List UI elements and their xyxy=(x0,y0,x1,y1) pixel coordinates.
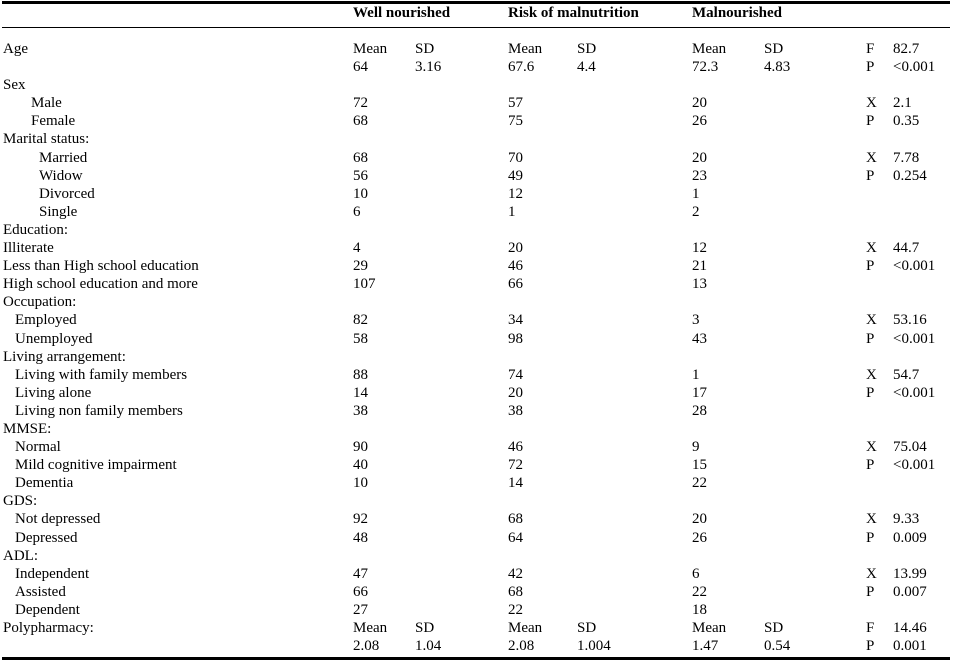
cell-c2: 34 xyxy=(508,312,523,329)
cell-s1: P xyxy=(866,457,875,474)
cell-c2: 75 xyxy=(508,113,523,130)
cell-c1: 6 xyxy=(353,203,361,220)
cell-c2: 67.6 xyxy=(508,59,535,76)
table-row xyxy=(0,619,954,637)
cell-c1: Mean xyxy=(353,41,388,57)
cell-s1: F xyxy=(866,41,875,57)
cell-c1: 48 xyxy=(353,529,368,546)
cell-s2: 0.007 xyxy=(893,583,927,600)
table-row xyxy=(0,239,954,257)
table-row xyxy=(0,420,954,438)
row-label: Male xyxy=(31,95,62,112)
row-label: ADL: xyxy=(3,547,38,564)
cell-c1: 40 xyxy=(353,457,368,474)
cell-s2: 53.16 xyxy=(893,312,927,329)
row-label: Dependent xyxy=(15,601,80,618)
cell-s1: P xyxy=(866,638,875,655)
cell-c1: 68 xyxy=(353,113,368,130)
header-risk-of-malnutrition: Risk of malnutrition xyxy=(508,5,639,21)
cell-c2: 70 xyxy=(508,149,523,166)
table-row xyxy=(0,149,954,167)
cell-c3: 1 xyxy=(692,185,700,202)
cell-c1: 66 xyxy=(353,583,368,600)
row-label: Married xyxy=(39,149,88,166)
cell-c2: 2.08 xyxy=(508,638,535,655)
cell-c3: 6 xyxy=(692,565,700,582)
cell-c1: 4 xyxy=(353,240,361,257)
table-row xyxy=(0,94,954,112)
table-row xyxy=(0,257,954,275)
table-row xyxy=(0,40,954,58)
cell-c1: 88 xyxy=(353,366,368,383)
row-label: Living non family members xyxy=(15,402,183,419)
table-bottom-rule xyxy=(2,657,950,660)
table-row xyxy=(0,547,954,565)
cell-c2: 68 xyxy=(508,511,523,528)
table-row xyxy=(0,76,954,94)
cell-s2: <0.001 xyxy=(893,457,936,474)
cell-c2: 38 xyxy=(508,402,523,419)
row-label: Single xyxy=(39,203,78,220)
cell-s2: 44.7 xyxy=(893,240,920,257)
cell-c2: 46 xyxy=(508,258,523,275)
cell-c3: 20 xyxy=(692,511,707,528)
cell-c2: 14 xyxy=(508,475,523,492)
cell-c3: 20 xyxy=(692,95,707,112)
table-row xyxy=(0,185,954,203)
cell-c1: 64 xyxy=(353,59,368,76)
cell-c3: 12 xyxy=(692,240,707,257)
cell-c2: 1 xyxy=(508,203,516,220)
row-label: Employed xyxy=(15,312,77,329)
cell-c3: 1 xyxy=(692,366,700,383)
header-malnourished: Malnourished xyxy=(692,5,783,21)
cell-c2: 12 xyxy=(508,185,523,202)
cell-c2: 72 xyxy=(508,457,523,474)
cell-c3: 23 xyxy=(692,167,707,184)
row-label: Marital status: xyxy=(3,131,90,148)
cell-c2: Mean xyxy=(508,620,543,636)
table-row xyxy=(0,112,954,130)
table-row xyxy=(0,167,954,185)
row-label: Mild cognitive impairment xyxy=(15,457,177,474)
cell-c2b: SD xyxy=(577,41,597,57)
row-label: Unemployed xyxy=(15,330,93,347)
row-label: MMSE: xyxy=(3,420,52,437)
cell-s1: X xyxy=(866,366,877,383)
cell-c3: 3 xyxy=(692,312,700,329)
table-row xyxy=(0,637,954,655)
table-row xyxy=(0,311,954,329)
cell-c2: 46 xyxy=(508,439,523,456)
row-label: Independent xyxy=(15,565,90,582)
cell-s2: 7.78 xyxy=(893,149,920,166)
cell-c1b: SD xyxy=(415,620,435,636)
table-row xyxy=(0,366,954,384)
cell-c1b: 1.04 xyxy=(415,638,442,655)
cell-s2: 9.33 xyxy=(893,511,920,528)
cell-c3: 26 xyxy=(692,529,707,546)
cell-c3b: 4.83 xyxy=(764,59,791,76)
cell-c3: 17 xyxy=(692,384,707,401)
cell-s2: 0.009 xyxy=(893,529,927,546)
row-label: Female xyxy=(31,113,76,130)
cell-c2: 64 xyxy=(508,529,523,546)
cell-s2: 0.001 xyxy=(893,638,927,655)
cell-c3: 13 xyxy=(692,276,707,293)
cell-s1: X xyxy=(866,439,877,456)
table-row xyxy=(0,456,954,474)
cell-s1: P xyxy=(866,384,875,401)
table-row xyxy=(0,601,954,619)
table-row xyxy=(0,529,954,547)
cell-s2: <0.001 xyxy=(893,384,936,401)
cell-c2: 74 xyxy=(508,366,523,383)
cell-s2: 14.46 xyxy=(893,620,927,636)
table-row xyxy=(0,221,954,239)
cell-c1: 107 xyxy=(353,276,376,293)
table-row xyxy=(0,348,954,366)
cell-c1: 90 xyxy=(353,439,368,456)
cell-c3: 28 xyxy=(692,402,707,419)
cell-s1: P xyxy=(866,258,875,275)
cell-c1: 68 xyxy=(353,149,368,166)
table-row xyxy=(0,203,954,221)
cell-c2: 42 xyxy=(508,565,523,582)
table-row xyxy=(0,384,954,402)
cell-c3b: SD xyxy=(764,41,784,57)
cell-c3: 20 xyxy=(692,149,707,166)
cell-c3: 22 xyxy=(692,583,707,600)
cell-c3: 43 xyxy=(692,330,707,347)
table-row xyxy=(0,474,954,492)
cell-c3: 1.47 xyxy=(692,638,719,655)
row-label: Living alone xyxy=(15,384,92,401)
cell-c2: 66 xyxy=(508,276,523,293)
row-label: Polypharmacy: xyxy=(3,620,94,636)
cell-c3: 9 xyxy=(692,439,700,456)
cell-s1: X xyxy=(866,312,877,329)
table-body xyxy=(0,40,954,655)
cell-c3b: SD xyxy=(764,620,784,636)
cell-c3: 21 xyxy=(692,258,707,275)
cell-c1: 14 xyxy=(353,384,368,401)
cell-c2b: 1.004 xyxy=(577,638,611,655)
cell-c1: 47 xyxy=(353,565,368,582)
cell-c2: 20 xyxy=(508,240,523,257)
table-row xyxy=(0,565,954,583)
row-label: Age xyxy=(3,41,28,57)
row-label: Occupation: xyxy=(3,294,77,311)
table-row xyxy=(0,58,954,76)
cell-c1: 10 xyxy=(353,185,368,202)
cell-c2b: 4.4 xyxy=(577,59,596,76)
cell-s1: P xyxy=(866,59,875,76)
row-label: High school education and more xyxy=(3,276,198,293)
table-row xyxy=(0,330,954,348)
row-label: Divorced xyxy=(39,185,95,202)
cell-c2: 57 xyxy=(508,95,523,112)
row-label: Living arrangement: xyxy=(3,348,126,365)
cell-s1: F xyxy=(866,620,875,636)
cell-s2: <0.001 xyxy=(893,330,936,347)
cell-s2: <0.001 xyxy=(893,258,936,275)
cell-c3b: 0.54 xyxy=(764,638,791,655)
cell-c1: 82 xyxy=(353,312,368,329)
cell-c1: 2.08 xyxy=(353,638,380,655)
cell-s2: 82.7 xyxy=(893,41,920,57)
cell-s1: X xyxy=(866,240,877,257)
table-row xyxy=(0,510,954,528)
cell-c3: Mean xyxy=(692,41,727,57)
cell-c1: 29 xyxy=(353,258,368,275)
cell-s1: X xyxy=(866,95,877,112)
cell-s2: 0.35 xyxy=(893,113,920,130)
cell-s2: 13.99 xyxy=(893,565,927,582)
table-row xyxy=(0,293,954,311)
table-row xyxy=(0,492,954,510)
cell-s1: X xyxy=(866,565,877,582)
cell-c1: 72 xyxy=(353,95,368,112)
cell-c3: 18 xyxy=(692,601,707,618)
cell-c3: 72.3 xyxy=(692,59,719,76)
row-label: Depressed xyxy=(15,529,78,546)
cell-c1: 38 xyxy=(353,402,368,419)
cell-s1: P xyxy=(866,583,875,600)
cell-s2: 75.04 xyxy=(893,439,927,456)
cell-c2: Mean xyxy=(508,41,543,57)
cell-c1: 27 xyxy=(353,601,368,618)
cell-c3: 15 xyxy=(692,457,707,474)
row-label: Illiterate xyxy=(3,240,54,257)
cell-s1: P xyxy=(866,529,875,546)
cell-c2: 49 xyxy=(508,167,523,184)
row-label: GDS: xyxy=(3,493,38,510)
row-label: Less than High school education xyxy=(3,258,199,275)
row-label: Normal xyxy=(15,439,61,456)
cell-c2b: SD xyxy=(577,620,597,636)
cell-s2: 0.254 xyxy=(893,167,927,184)
cell-s2: <0.001 xyxy=(893,59,936,76)
table-row xyxy=(0,130,954,148)
cell-s1: P xyxy=(866,167,875,184)
table-row xyxy=(0,438,954,456)
cell-c1: 56 xyxy=(353,167,368,184)
cell-s2: 54.7 xyxy=(893,366,920,383)
cell-c3: 26 xyxy=(692,113,707,130)
row-label: Dementia xyxy=(15,475,74,492)
row-label: Sex xyxy=(3,77,26,94)
cell-c3: 2 xyxy=(692,203,700,220)
cell-c2: 22 xyxy=(508,601,523,618)
table-row xyxy=(0,402,954,420)
row-label: Widow xyxy=(39,167,83,184)
cell-s1: P xyxy=(866,113,875,130)
cell-c2: 68 xyxy=(508,583,523,600)
cell-c1b: 3.16 xyxy=(415,59,442,76)
header-rule xyxy=(2,27,950,28)
row-label: Assisted xyxy=(15,583,66,600)
row-label: Not depressed xyxy=(15,511,101,528)
header-well-nourished: Well nourished xyxy=(353,5,451,21)
cell-c2: 20 xyxy=(508,384,523,401)
table-top-rule xyxy=(2,1,950,4)
row-label: Living with family members xyxy=(15,366,188,383)
table-row xyxy=(0,275,954,293)
table-row xyxy=(0,583,954,601)
cell-s1: X xyxy=(866,511,877,528)
cell-c3: 22 xyxy=(692,475,707,492)
cell-s2: 2.1 xyxy=(893,95,912,112)
cell-c1: 92 xyxy=(353,511,368,528)
cell-s1: X xyxy=(866,149,877,166)
cell-c1b: SD xyxy=(415,41,435,57)
cell-c1: Mean xyxy=(353,620,388,636)
cell-c1: 58 xyxy=(353,330,368,347)
cell-c3: Mean xyxy=(692,620,727,636)
row-label: Education: xyxy=(3,221,68,238)
cell-c1: 10 xyxy=(353,475,368,492)
cell-s1: P xyxy=(866,330,875,347)
cell-c2: 98 xyxy=(508,330,523,347)
